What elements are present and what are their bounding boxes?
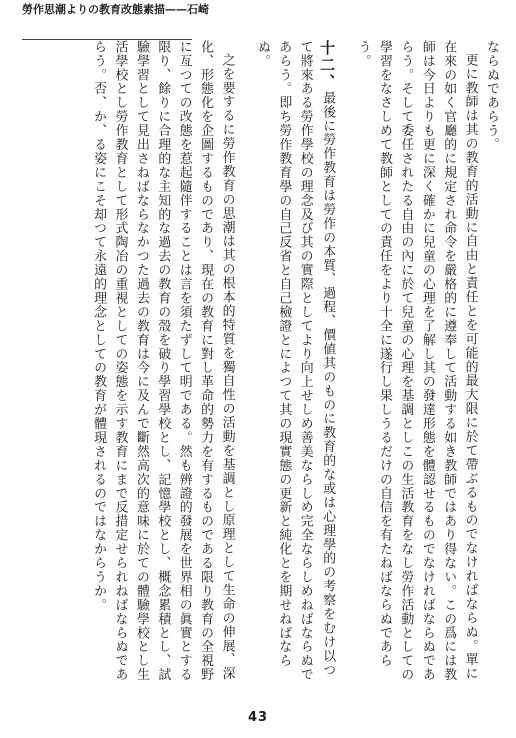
- section-number: 十二、: [318, 40, 337, 91]
- page-number: 43: [247, 710, 269, 725]
- paragraph-conclusion: 之を要するに勞作教育の思潮は其の根本的特質を獨自性の活動を基調とし原理として生命の伸展、深化、形態化を企圖するものであり、現在の教育に對し革命的勢力を有するものである限り教育の全視野に亙つての改態を惹起隨伴することは言を須たずして明である。然も辨證的發展を世界相の眞實とする限り、餘りに合理的な主知的な過去の教育の殼を破り學習學校とし、記憶學校とし、概念累積とし、試驗學習として見出さねばならなかつた過去の教育は今に及んで斷然高次的意味に於ての體驗學校とし生活學校とし勞作教育として形式陶冶の重視としての姿態を示す教育にまで反措定せられねばならぬであらう。否、か、る姿にこそ却つて永遠的理念としての教育が體現されるのではなからうか。: [91, 40, 235, 682]
- running-title: 勞作思潮よりの教育改態素描——石崎: [22, 3, 209, 16]
- section-twelve: [252, 40, 339, 690]
- section-spacer: [338, 40, 352, 690]
- paragraph-continuation: ならぬであらう。: [484, 40, 499, 152]
- paragraph-teacher-freedom: 更に教師は其の教育的活動に自由と責任とを可能的最大限に於て帶ぶるものでなければならぬ。單に在來の如く官廳的に規定され命令を嚴格的に遵奉して活動する如き教師ではあり得ない。この爲には教師は今日よりも更に深く確かに兒童の心理を了解し其の發達形態を體認せるものでなければならぬであらう。そして委任されたる自由の內に於て兒童の心理を基調としこの生活教育をなし勞作活動としての學習をなさしめて教師としての責任をより十全に遂行し果しうるだけの自信を有たねばならぬであらう。: [355, 40, 478, 682]
- section-paragraph: 最後に勞作教育は勞作の本質、過程、價値其のものに教育的な或は心理學的の考察をむけ以つて將來ある勞作學校の理念及び其の實際としてより向上せしめ善美ならしめ完全ならしめねばならぬであらう。即ち勞作教育學の自己反省と自己檢證とによつて其の現實態の更新と純化とを期せねばならぬ。: [254, 40, 336, 682]
- running-header: [22, 3, 209, 40]
- main-text-body: [22, 40, 502, 690]
- section-spacer-2: [238, 40, 252, 690]
